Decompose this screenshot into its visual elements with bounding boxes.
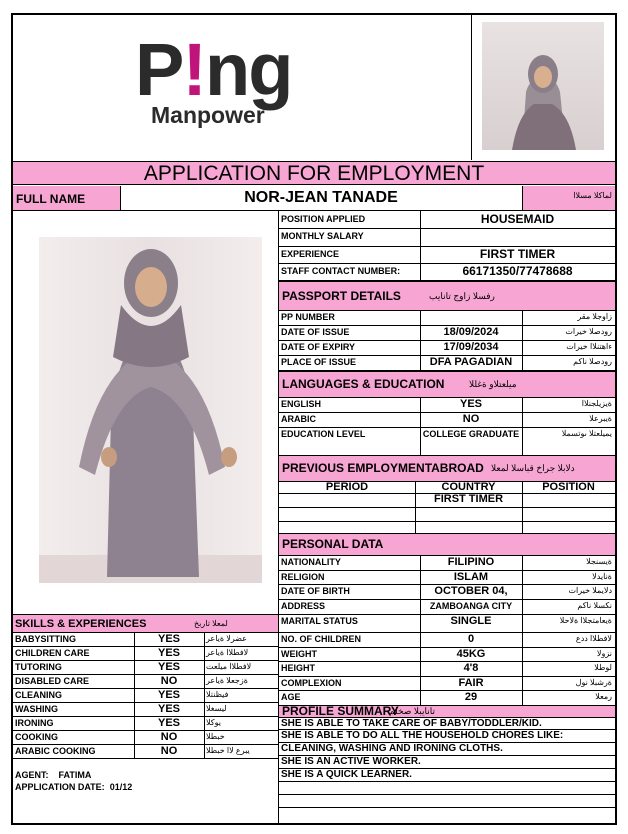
passport-title: PASSPORT DETAILS — [282, 288, 401, 303]
skill-row-8-arabic: يبرع لاا خبطلا — [206, 746, 250, 755]
row-line — [279, 521, 615, 522]
top-row-3-value: 66171350/77478688 — [462, 264, 573, 278]
previous-header-1: COUNTRY — [441, 481, 496, 493]
personal-row-1-label: RELIGION — [281, 572, 325, 582]
skill-row-6-label: IRONING — [15, 718, 54, 728]
applicant-headshot — [482, 22, 604, 150]
personal-row-4-arabic: ةيعامتجلاا ةلاحلا — [559, 616, 612, 625]
language-row-2-arabic: يميلعتلا ىوتسملا — [561, 429, 612, 438]
agent-label: AGENT: FATIMA — [15, 770, 92, 780]
top-row-2-label: EXPERIENCE — [281, 249, 340, 259]
top-row-3-label: STAFF CONTACT NUMBER: — [281, 266, 401, 276]
col-line — [522, 632, 523, 647]
previous-header-0: PERIOD — [325, 481, 369, 493]
skill-row-6-value: YES — [157, 717, 180, 729]
row-line — [279, 228, 615, 229]
row-line — [279, 310, 615, 311]
previous-cell-0-1: FIRST TIMER — [433, 493, 504, 505]
col-line — [522, 690, 523, 705]
col-line — [522, 661, 523, 676]
skill-row-2-label: TUTORING — [15, 662, 62, 672]
personal-row-0-label: NATIONALITY — [281, 557, 341, 567]
logo — [135, 30, 425, 130]
previous-title: PREVIOUS EMPLOYMENTABROAD — [282, 461, 484, 475]
row-line — [279, 371, 615, 372]
skill-row-4-arabic: فيظنتلا — [206, 690, 229, 699]
skill-row-0-value: YES — [157, 633, 180, 645]
passport-row-0-arabic: زاوجلا مقر — [577, 312, 612, 321]
personal-row-8-value: FAIR — [458, 677, 484, 689]
languages-title-arabic: ميلعتلاو ةغللا — [469, 379, 517, 389]
row-line — [279, 781, 615, 782]
personal-row-3-arabic: نكسلا ناكم — [577, 601, 612, 610]
col-line — [522, 676, 523, 690]
applicant-full-photo — [39, 237, 262, 583]
passport-row-3-value: DFA PAGADIAN — [429, 356, 513, 368]
passport-row-2-label: DATE OF EXPIRY — [281, 342, 356, 352]
col-line — [522, 412, 523, 427]
personal-row-8-arabic: ةرشبلا نول — [575, 678, 612, 687]
skill-row-1-label: CHILDREN CARE — [15, 648, 90, 658]
col-line — [522, 614, 523, 632]
application-date-value: 01/12 — [109, 782, 133, 792]
col-line — [522, 493, 523, 507]
skill-row-8-label: ARABIC COOKING — [15, 746, 96, 756]
col-line — [204, 632, 205, 646]
personal-row-4-value: SINGLE — [450, 615, 492, 627]
personal-row-2-arabic: دلايملا خيرات — [568, 586, 612, 595]
skill-row-1-value: YES — [157, 647, 180, 659]
top-row-0-value: HOUSEMAID — [480, 212, 555, 226]
top-row-1-label: MONTHLY SALARY — [281, 231, 364, 241]
personal-row-7-value: 4'8 — [463, 662, 479, 674]
personal-title: PERSONAL DATA — [282, 537, 384, 551]
col-line — [204, 660, 205, 674]
full-name-label: FULL NAME — [16, 192, 86, 206]
row-line — [13, 758, 278, 759]
personal-row-3-label: ADDRESS — [281, 601, 326, 611]
skill-row-0-label: BABYSITTING — [15, 634, 77, 644]
skill-row-3-arabic: ةزجعلا ةياعر — [206, 676, 248, 685]
profile-line-1: SHE IS ABLE TO DO ALL THE HOUSEHOLD CHORES LIKE: — [281, 730, 564, 741]
row-line — [279, 794, 615, 795]
col-line — [522, 520, 523, 533]
profile-title: PROFILE SUMMARY — [282, 704, 399, 718]
personal-row-9-label: AGE — [281, 692, 301, 702]
col-line — [204, 674, 205, 688]
col-line — [204, 688, 205, 702]
language-row-0-value: YES — [459, 398, 482, 410]
passport-row-0-label: PP NUMBER — [281, 312, 335, 322]
personal-row-5-label: NO. OF CHILDREN — [281, 634, 361, 644]
language-row-1-arabic: ةيبرعلا — [589, 414, 612, 423]
col-line — [522, 584, 523, 599]
logo-subtitle: Manpower — [151, 102, 265, 128]
skill-row-7-label: COOKING — [15, 732, 59, 742]
col-line — [420, 228, 421, 246]
personal-row-5-arabic: لافطلاا ددع — [575, 634, 612, 643]
skill-row-0-arabic: عضرلا ةياعر — [206, 634, 247, 643]
col-line — [522, 310, 523, 325]
col-line — [204, 730, 205, 744]
passport-row-1-label: DATE OF ISSUE — [281, 327, 350, 337]
skills-title: SKILLS & EXPERIENCES — [15, 618, 147, 630]
col-line — [204, 646, 205, 660]
personal-row-9-arabic: رمعلا — [595, 692, 612, 701]
col-line — [415, 520, 416, 533]
col-line — [522, 325, 523, 340]
row-line — [279, 507, 615, 508]
top-row-0-label: POSITION APPLIED — [281, 214, 366, 224]
col-line — [522, 647, 523, 661]
col-line — [522, 555, 523, 570]
personal-row-2-label: DATE OF BIRTH — [281, 586, 350, 596]
skills-title-arabic: لمعلا تاربخ — [194, 619, 228, 628]
col-line — [522, 570, 523, 584]
profile-title-arabic: تانايبلا صخلم — [389, 706, 436, 716]
personal-row-2-value: OCTOBER 04, — [434, 585, 508, 597]
personal-row-7-arabic: لوطلا — [594, 663, 612, 672]
col-line — [420, 310, 421, 325]
personal-row-8-label: COMPLEXION — [281, 678, 342, 688]
full-name-arabic: لماكلا مسلاا — [573, 191, 612, 200]
application-date-label: APPLICATION DATE: 01/12 — [15, 782, 133, 792]
passport-row-1-value: 18/09/2024 — [443, 326, 499, 338]
row-line — [279, 281, 615, 282]
personal-row-0-arabic: ةيسنجلا — [586, 557, 612, 566]
passport-row-3-label: PLACE OF ISSUE — [281, 357, 357, 367]
full-name-value: NOR-JEAN TANADE — [244, 189, 398, 206]
languages-title: LANGUAGES & EDUCATION — [282, 377, 445, 391]
row-line — [279, 533, 615, 534]
language-row-1-value: NO — [462, 413, 480, 425]
row-line — [13, 614, 278, 615]
form-title: APPLICATION FOR EMPLOYMENT — [143, 162, 485, 185]
passport-row-1-arabic: رودصلا خيرات — [565, 327, 612, 336]
skill-row-2-value: YES — [157, 661, 180, 673]
personal-row-6-arabic: نزولا — [596, 649, 612, 658]
row-line — [279, 455, 615, 456]
skill-row-6-arabic: يوكلا — [206, 718, 221, 727]
col-line — [522, 340, 523, 355]
skill-row-3-label: DISABLED CARE — [15, 676, 90, 686]
agent-value: FATIMA — [58, 770, 92, 780]
skill-row-3-value: NO — [160, 675, 178, 687]
col-line — [415, 507, 416, 521]
row-line — [279, 246, 615, 247]
col-line — [522, 397, 523, 412]
previous-header-2: POSITION — [542, 481, 595, 493]
personal-row-6-value: 45KG — [456, 648, 486, 660]
language-row-2-value: COLLEGE GRADUATE — [422, 429, 520, 439]
skill-row-2-arabic: لافطلاا ميلعت — [206, 662, 252, 671]
col-line — [204, 744, 205, 758]
language-row-0-label: ENGLISH — [281, 399, 322, 409]
profile-line-0: SHE IS ABLE TO TAKE CARE OF BABY/TODDLER/KID. — [281, 718, 542, 729]
passport-row-3-arabic: رودصلا ناكم — [573, 357, 612, 366]
personal-row-0-value: FILIPINO — [447, 556, 495, 568]
col-line — [522, 355, 523, 370]
skill-row-5-label: WASHING — [15, 704, 59, 714]
personal-row-1-arabic: ةنايدلا — [592, 572, 612, 581]
col-line — [204, 702, 205, 716]
header-divider — [471, 14, 472, 160]
skill-row-1-arabic: لافطلاا ةياعر — [206, 648, 249, 657]
col-line — [522, 507, 523, 521]
col-line — [522, 599, 523, 614]
previous-title-arabic: دلابلا جراخ قباسلا لمعلا — [491, 463, 575, 473]
passport-row-2-value: 17/09/2034 — [443, 341, 499, 353]
skill-row-4-value: YES — [157, 689, 180, 701]
personal-row-4-label: MARITAL STATUS — [281, 616, 358, 626]
personal-row-7-label: HEIGHT — [281, 663, 316, 673]
skill-row-7-value: NO — [160, 731, 178, 743]
skill-row-5-value: YES — [157, 703, 180, 715]
skill-row-5-arabic: ليسغلا — [206, 704, 227, 713]
col-line — [522, 427, 523, 455]
personal-row-3-value: ZAMBOANGA CITY — [429, 601, 513, 611]
language-row-0-arabic: ةيزيلجنلاا — [581, 399, 612, 408]
profile-line-4: SHE IS A QUICK LEARNER. — [281, 769, 412, 780]
language-row-2-label: EDUCATION LEVEL — [281, 429, 366, 439]
personal-row-9-value: 29 — [464, 691, 478, 703]
top-row-2-value: FIRST TIMER — [479, 247, 556, 261]
passport-title-arabic: رفسلا زاوج تانايب — [429, 290, 495, 301]
row-line — [279, 807, 615, 808]
language-row-1-label: ARABIC — [281, 414, 316, 424]
skill-row-8-value: NO — [160, 745, 178, 757]
profile-line-2: CLEANING, WASHING AND IRONING CLOTHS. — [281, 743, 503, 754]
skill-row-7-arabic: خبطلا — [206, 732, 225, 741]
personal-row-1-value: ISLAM — [453, 571, 489, 583]
profile-line-3: SHE IS AN ACTIVE WORKER. — [281, 756, 421, 767]
col-line — [204, 716, 205, 730]
personal-row-6-label: WEIGHT — [281, 649, 317, 659]
passport-row-2-arabic: ءاهتنلاا خيرات — [566, 342, 612, 351]
logo-mark: P!ng — [135, 28, 292, 111]
skill-row-4-label: CLEANING — [15, 690, 62, 700]
personal-row-5-value: 0 — [467, 633, 475, 645]
